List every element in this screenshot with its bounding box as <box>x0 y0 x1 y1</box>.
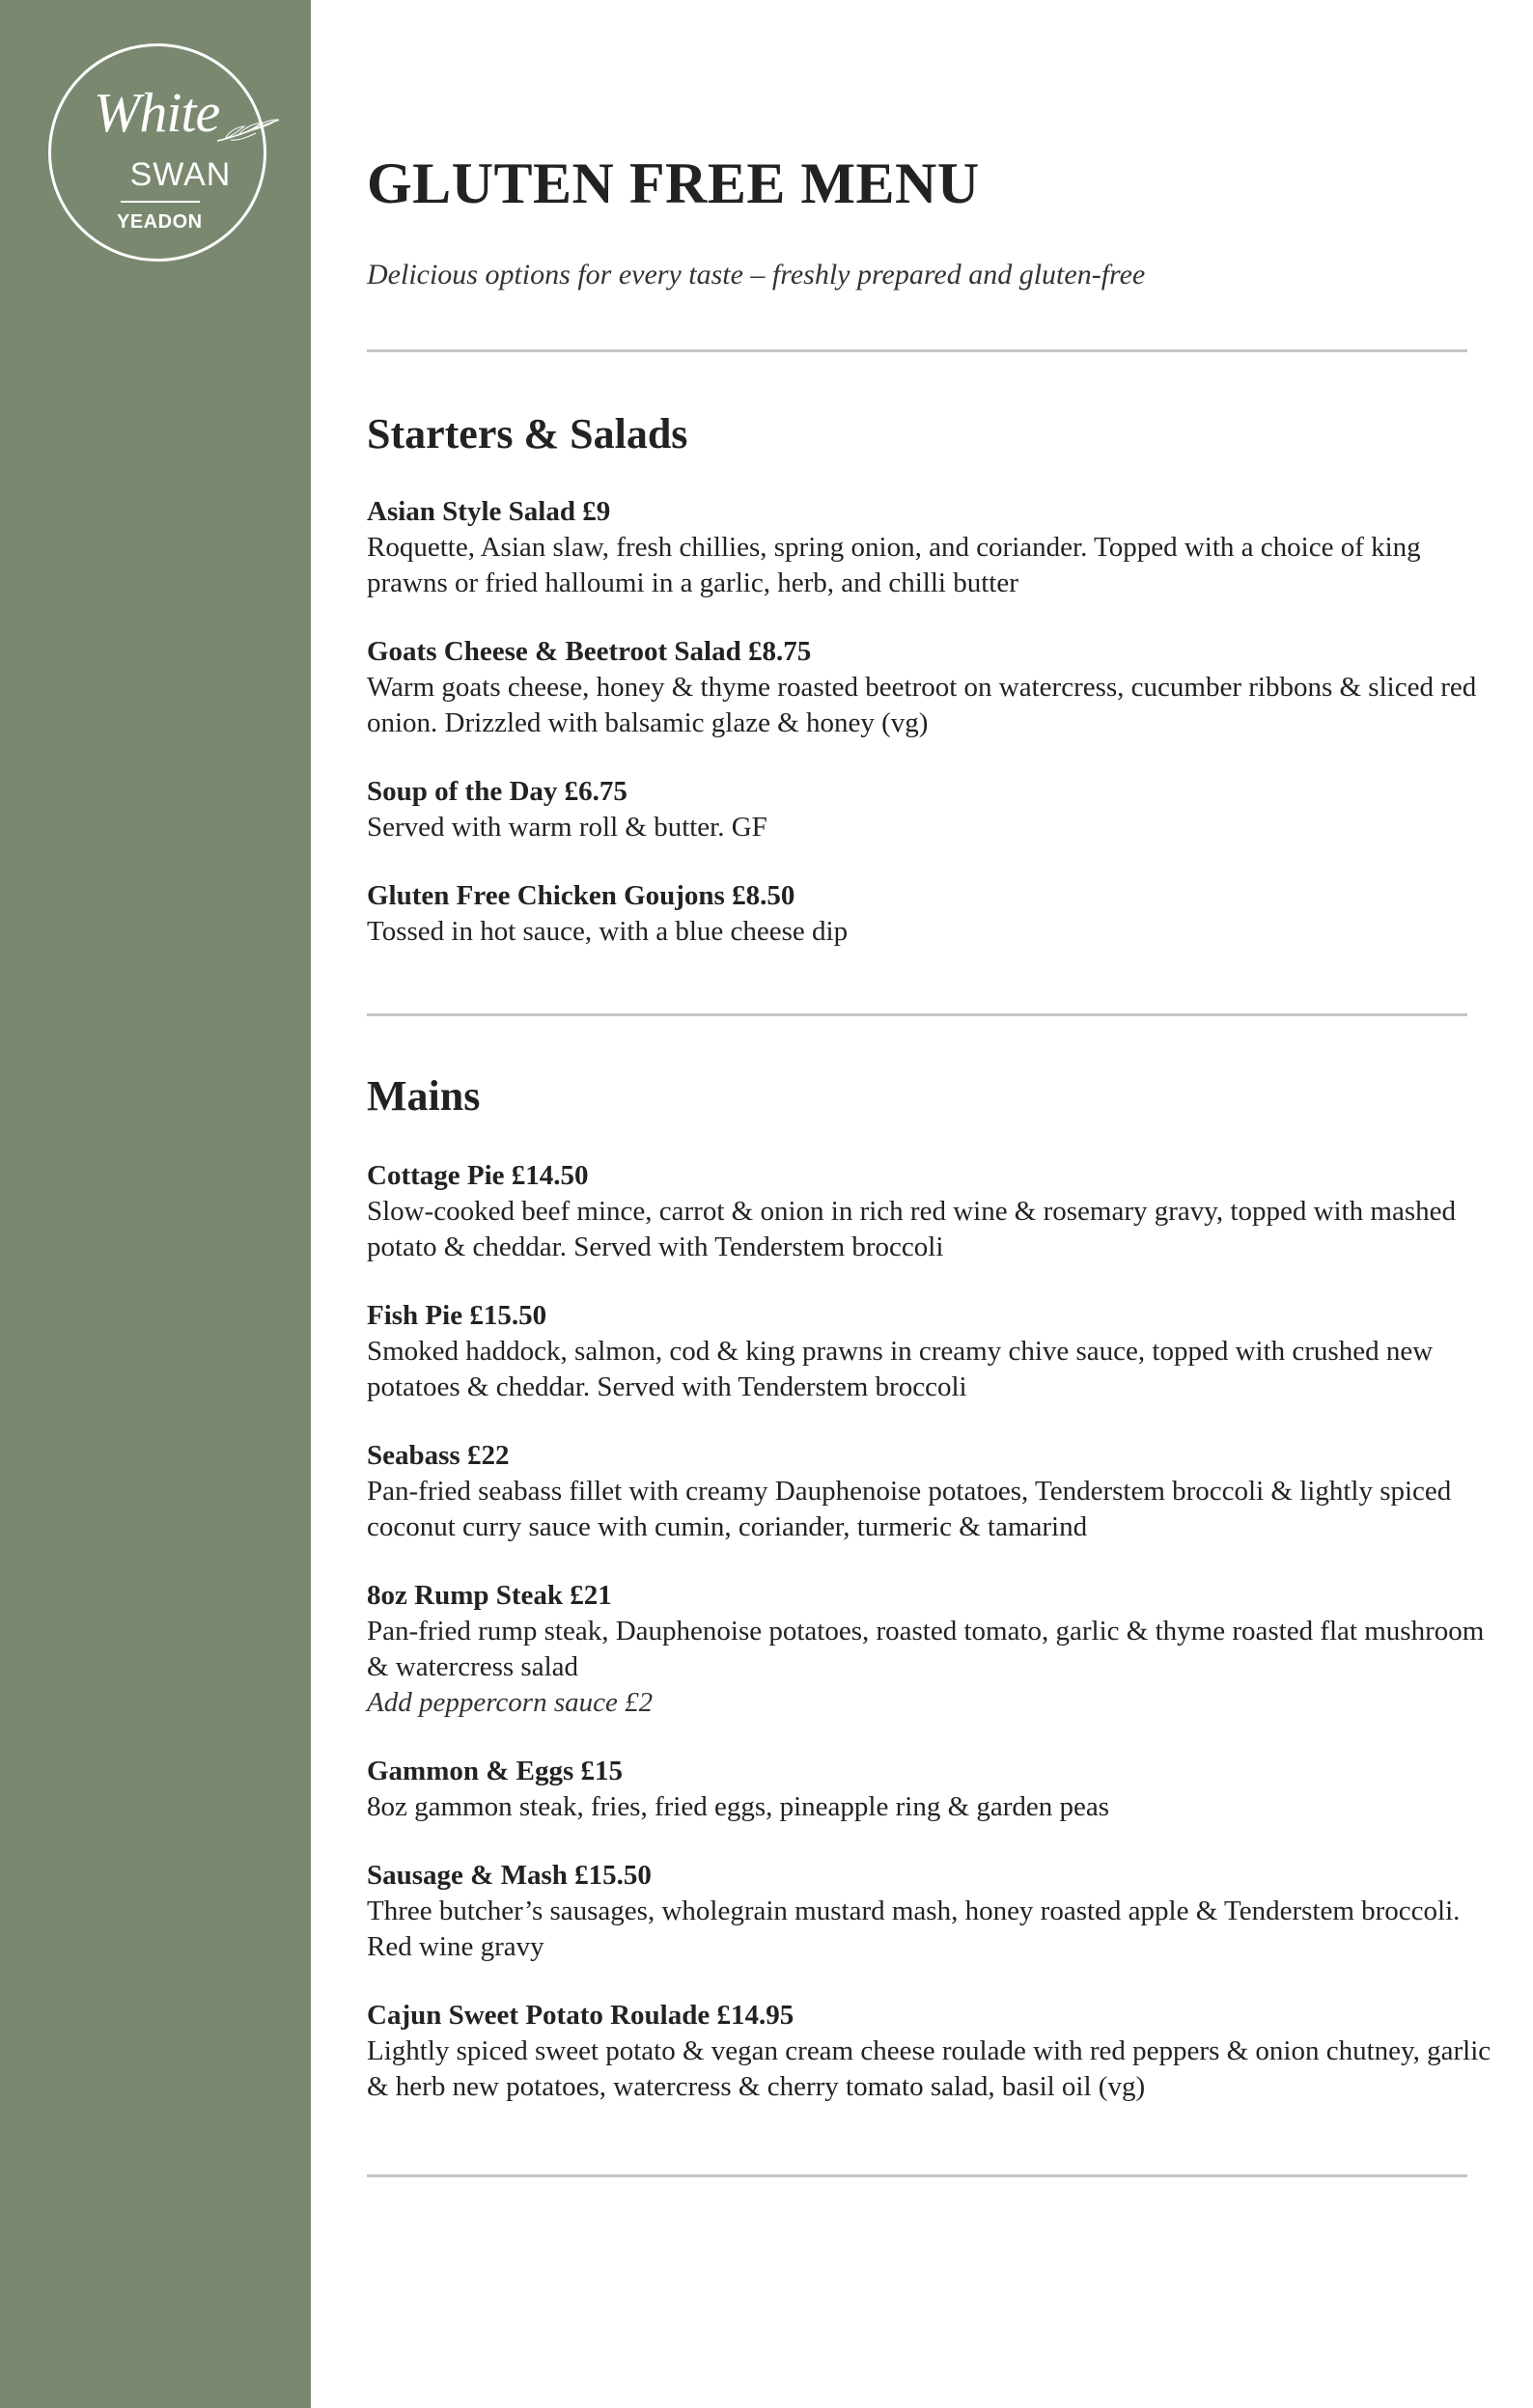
menu-item <box>367 878 1506 950</box>
menu-item <box>367 1578 1506 1721</box>
menu-item <box>367 634 1506 741</box>
menu-item-description: Lightly spiced sweet potato & vegan cream cheese roulade with red peppers & onion chutney, garlic & herb new potatoes, watercress & cherry tomato salad, basil oil (vg) <box>367 2035 1491 2102</box>
starters-list <box>367 494 1506 983</box>
menu-item-description: Roquette, Asian slaw, fresh chillies, spring onion, and coriander. Topped with a choice of king prawns or fried halloumi in a garlic, herb, and chilli butter <box>367 532 1421 598</box>
menu-item-description: Warm goats cheese, honey & thyme roasted beetroot on watercress, cucumber ribbons & sliced red onion. Drizzled with balsamic glaze & honey (vg) <box>367 672 1477 738</box>
menu-item <box>367 1158 1506 1265</box>
menu-item-name: Fish Pie £15.50 <box>367 1300 547 1331</box>
menu-item-name: 8oz Rump Steak £21 <box>367 1580 612 1611</box>
logo-location: YEADON <box>117 211 203 233</box>
logo-name: SWAN <box>129 156 232 193</box>
menu-item <box>367 1858 1506 1965</box>
section-heading-starters: Starters & Salads <box>367 410 688 457</box>
menu-item-name: Gluten Free Chicken Goujons £8.50 <box>367 880 795 911</box>
menu-item-description: Pan-fried rump steak, Dauphenoise potatoes, roasted tomato, garlic & thyme roasted flat mushroom & watercress salad <box>367 1616 1485 1682</box>
menu-item <box>367 1298 1506 1405</box>
logo-divider <box>121 201 200 203</box>
menu-item-description: Tossed in hot sauce, with a blue cheese dip <box>367 916 849 947</box>
menu-item <box>367 1438 1506 1545</box>
menu-item-description: Pan-fried seabass fillet with creamy Dauphenoise potatoes, Tenderstem broccoli & lightly spiced coconut curry sauce with cumin, coriander, turmeric & tamarind <box>367 1476 1452 1542</box>
menu-item-description: 8oz gammon steak, fries, fried eggs, pineapple ring & garden peas <box>367 1791 1110 1822</box>
menu-item <box>367 1998 1506 2105</box>
divider <box>367 1013 1467 1016</box>
menu-item-name: Cajun Sweet Potato Roulade £14.95 <box>367 2000 794 2031</box>
menu-item-name: Seabass £22 <box>367 1440 510 1471</box>
menu-item <box>367 774 1506 845</box>
sidebar <box>0 0 311 2408</box>
divider <box>367 349 1467 352</box>
menu-item-extra-note: Add peppercorn sauce £2 <box>367 1687 654 1718</box>
menu-item <box>367 494 1506 601</box>
page-subtitle: Delicious options for every taste – freshly prepared and gluten-free <box>367 259 1146 291</box>
mains-list <box>367 1158 1506 2138</box>
menu-item-name: Gammon & Eggs £15 <box>367 1756 624 1786</box>
menu-item-description: Smoked haddock, salmon, cod & king prawns in creamy chive sauce, topped with crushed new potatoes & cheddar. Served with Tenderstem broccoli <box>367 1336 1434 1402</box>
menu-item-description: Three butcher’s sausages, wholegrain mustard mash, honey roasted apple & Tenderstem broccoli. Red wine gravy <box>367 1896 1461 1962</box>
page-title: GLUTEN FREE MENU <box>367 152 980 215</box>
menu-item-name: Cottage Pie £14.50 <box>367 1160 589 1191</box>
menu-item-description: Served with warm roll & butter. GF <box>367 812 767 843</box>
feather-icon <box>215 116 283 145</box>
section-heading-mains: Mains <box>367 1072 481 1120</box>
menu-item-name: Goats Cheese & Beetroot Salad £8.75 <box>367 636 812 667</box>
menu-item-description: Slow-cooked beef mince, carrot & onion in rich red wine & rosemary gravy, topped with mashed potato & cheddar. Served with Tenderstem broccoli <box>367 1196 1456 1262</box>
menu-item-name: Asian Style Salad £9 <box>367 496 611 527</box>
divider <box>367 2174 1467 2177</box>
logo-script-text: White <box>94 81 220 144</box>
menu-item <box>367 1754 1506 1825</box>
menu-item-name: Soup of the Day £6.75 <box>367 776 627 807</box>
logo <box>48 43 266 262</box>
menu-item-name: Sausage & Mash £15.50 <box>367 1860 652 1891</box>
